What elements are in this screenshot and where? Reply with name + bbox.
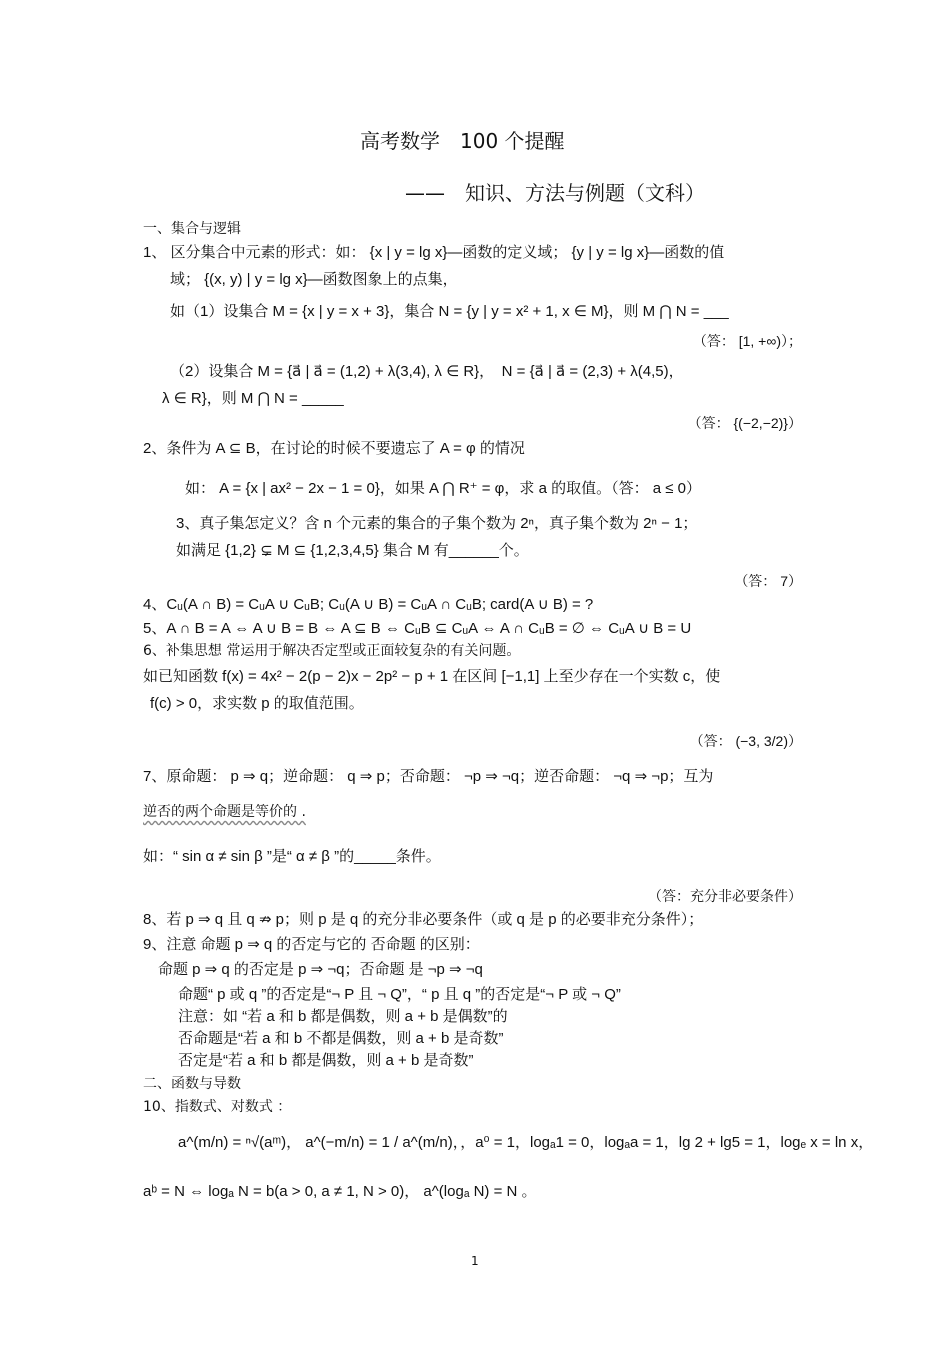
item-9-detail-1: 命题 p ⇒ q 的否定是 p ⇒ ¬q；否命题 是 ¬p ⇒ ¬q	[158, 961, 483, 978]
item-6-answer: （答： (−3, 3/2)）	[689, 733, 802, 749]
item-3-line: 3、真子集怎定义？含 n 个元素的集合的子集个数为 2ⁿ，真子集个数为 2ⁿ − 1；	[176, 515, 698, 532]
item-3-example: 如满足 {1,2} ⊊ M ⊆ {1,2,3,4,5} 集合 M 有______个。	[176, 542, 529, 559]
item-1-answer-2: （答： {(−2,−2)}）	[687, 415, 802, 431]
item-6-example-line-2: f(c) > 0，求实数 p 的取值范围。	[150, 695, 364, 712]
item-9-note: 注意：如 “若 a 和 b 都是偶数，则 a + b 是偶数”的	[178, 1008, 508, 1025]
item-1-line-2: 域； {(x, y) | y = lg x}—函数图象上的点集，	[170, 271, 458, 288]
item-5-line: 5、A ∩ B = A ⇔ A ∪ B = B ⇔ A ⊆ B ⇔ CᵤB ⊆ CᵤA ⇔ A ∩ CᵤB = ∅ ⇔ CᵤA ∪ B = U	[143, 620, 692, 637]
item-3-answer: （答： 7）	[734, 573, 802, 589]
item-1-line-1: 1、 区分集合中元素的形式：如： {x | y = lg x}—函数的定义域； {y | y = lg x}—函数的值	[143, 244, 725, 261]
section-heading-sets-logic: 一、集合与逻辑	[143, 221, 241, 237]
item-1-example-1: 如（1）设集合 M = {x | y = x + 3}，集合 N = {y | y = x² + 1, x ∈ M}，则 M ⋂ N = ___	[170, 303, 729, 320]
item-8-line: 8、若 p ⇒ q 且 q ⇏ p；则 p 是 q 的充分非必要条件（或 q 是 p 的必要非充分条件）；	[143, 911, 704, 928]
item-2-example: 如： A = {x | ax² − 2x − 1 = 0}，如果 A ⋂ R⁺ = φ，求 a 的取值。（答： a ≤ 0）	[185, 480, 701, 497]
item-9-detail-2: 命题“ p 或 q ”的否定是“¬ P 且 ¬ Q”，“ p 且 q ”的否定是“¬ P 或 ¬ Q”	[178, 986, 621, 1003]
document-subtitle: —— 知识、方法与例题（文科）	[405, 181, 705, 205]
item-1-answer-1: （答： [1, +∞)）；	[692, 333, 802, 349]
item-9-note-inverse: 否命题是“若 a 和 b 不都是偶数，则 a + b 是奇数”	[178, 1030, 504, 1047]
item-7-example: 如：“ sin α ≠ sin β ”是“ α ≠ β ”的_____条件。	[143, 848, 441, 865]
item-6-example-line-1: 如已知函数 f(x) = 4x² − 2(p − 2)x − 2p² − p + 1 在区间 [−1,1] 上至少存在一个实数 c，使	[143, 668, 721, 685]
item-1-example-2-line-2: λ ∈ R}，则 M ⋂ N = _____	[162, 390, 344, 407]
item-2-line: 2、条件为 A ⊆ B，在讨论的时候不要遗忘了 A = φ 的情况	[143, 440, 525, 457]
item-10-formulas-1: a^(m/n) = ⁿ√(aᵐ)， a^(−m/n) = 1 / a^(m/n)，，a⁰ = 1，logₐ1 = 0，logₐa = 1，lg 2 + lg5 = 1，logₑ x = ln x，	[178, 1134, 874, 1151]
item-9-note-negation: 否定是“若 a 和 b 都是偶数，则 a + b 是奇数”	[178, 1052, 474, 1069]
item-7-line-1: 7、原命题： p ⇒ q；逆命题： q ⇒ p；否命题： ¬p ⇒ ¬q；逆否命题： ¬q ⇒ ¬p；互为	[143, 768, 714, 785]
section-heading-functions: 二、函数与导数	[143, 1076, 241, 1092]
item-9-line: 9、注意 命题 p ⇒ q 的否定与它的 否命题 的区别：	[143, 936, 480, 953]
item-7-answer: （答：充分非必要条件）	[648, 889, 802, 905]
item-4-line: 4、Cᵤ(A ∩ B) = CᵤA ∪ CᵤB; Cᵤ(A ∪ B) = CᵤA ∩ CᵤB; card(A ∪ B) = ?	[143, 596, 594, 613]
item-10-line: 10、指数式、对数式 ：	[143, 1099, 292, 1115]
page-number: 1	[471, 1254, 479, 1268]
document-title: 高考数学 100 个提醒	[360, 129, 565, 153]
item-10-formulas-2: aᵇ = N ⇔ logₐ N = b(a > 0, a ≠ 1, N > 0)， a^(logₐ N) = N 。	[143, 1183, 537, 1200]
item-7-line-2: 逆否的两个命题是等价的 .	[143, 804, 306, 820]
item-6-line: 6、补集思想 常运用于解决否定型或正面较复杂的有关问题。	[143, 643, 521, 659]
item-1-example-2-line-1: （2）设集合 M = {a⃗ | a⃗ = (1,2) + λ(3,4), λ ∈ R}， N = {a⃗ | a⃗ = (2,3) + λ(4,5)，	[170, 363, 684, 380]
